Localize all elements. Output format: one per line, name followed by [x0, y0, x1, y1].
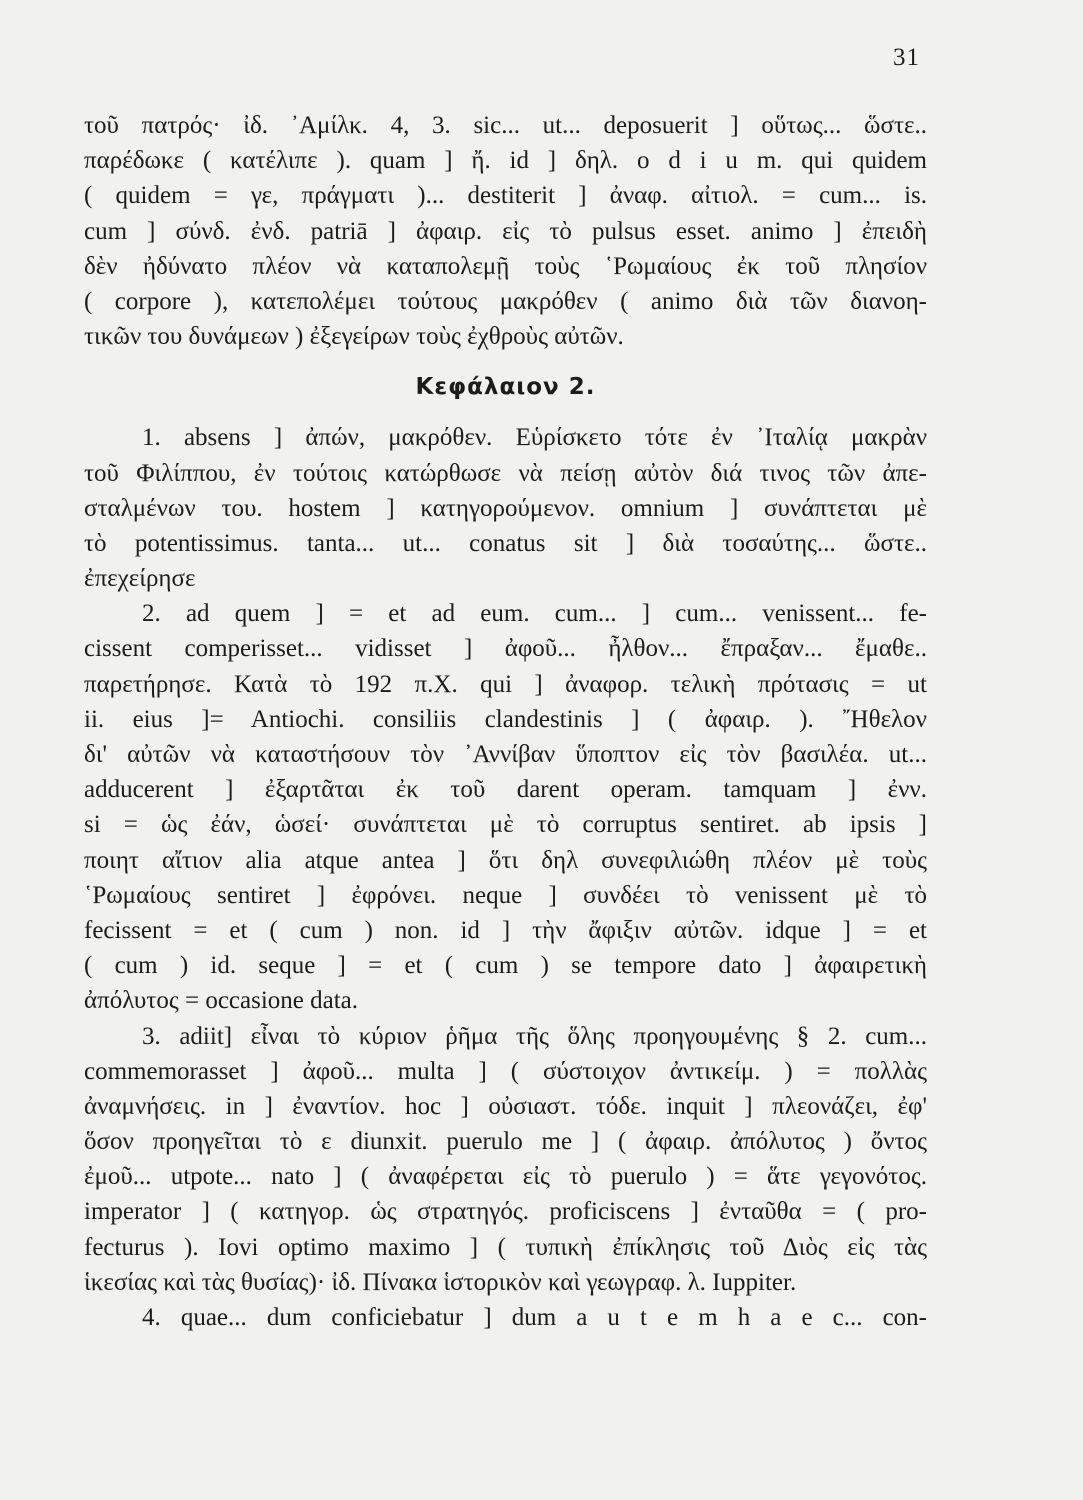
text-line: cum ] σύνδ. ἐνδ. patriā ] ἀφαιρ. εἰς τὸ pulsus esset. animo ] ἐπειδὴ — [84, 217, 927, 245]
text-line: 1. absens ] ἀπών, μακρόθεν. Εὑρίσκετο τότε ἐν ᾿Ιταλίᾳ μακρὰν — [142, 424, 927, 452]
text-line: 3. adiit] εἶναι τὸ κύριον ῥῆμα τῆς ὅλης προηγουμένης § 2. cum... — [142, 1022, 927, 1050]
text-line: ἐπεχείρησε — [84, 565, 196, 593]
text-line: ἐμοῦ... utpote... nato ] ( ἀναφέρεται εἰς τὸ puerulo ) = ἅτε γεγονότος. — [84, 1163, 927, 1191]
text-line: δὲν ἠδύνατο πλέον νὰ καταπολεμῇ τοὺς ῾Ρωμαίους ἐκ τοῦ πλησίον — [84, 252, 927, 280]
text-line: τοῦ Φιλίππου, ἐν τούτοις κατώρθωσε νὰ πείσῃ αὐτὸν διά τινος τῶν ἀπε- — [84, 459, 927, 487]
text-line: παρετήρησε. Κατὰ τὸ 192 π.Χ. qui ] ἀναφορ. τελικὴ πρότασις = ut — [84, 670, 927, 698]
text-line: ἀπόλυτος = occasione data. — [84, 987, 359, 1015]
text-line: ῾Ρωμαίους sentiret ] ἐφρόνει. neque ] συνδέει τὸ venissent μὲ τὸ — [84, 881, 927, 909]
text-line: σταλμένων του. hostem ] κατηγορούμενον. omnium ] συνάπτεται μὲ — [84, 494, 927, 522]
text-line: adducerent ] ἐξαρτᾶται ἐκ τοῦ darent operam. tamquam ] ἐνν. — [84, 776, 927, 804]
text-line: ii. eius ]= Antiochi. consiliis clandestinis ] ( ἀφαιρ. ). ῎Ηθελον — [84, 705, 927, 733]
text-line: τικῶν του δυνάμεων ) ἐξεγείρων τοὺς ἐχθροὺς αὐτῶν. — [84, 323, 624, 351]
text-line: παρέδωκε ( κατέλιπε ). quam ] ἤ. id ] δηλ. o d i u m. qui quidem — [84, 147, 927, 175]
text-line: τοῦ πατρός· ἰδ. ᾿Αμίλκ. 4, 3. sic... ut... deposuerit ] οὕτως... ὥστε.. — [84, 112, 927, 139]
text-line: ( cum ) id. seque ] = et ( cum ) se tempore dato ] ἀφαιρετικὴ — [84, 952, 927, 980]
text-line: 2. ad quem ] = et ad eum. cum... ] cum... venissent... fe- — [142, 600, 927, 628]
text-line: ὅσον προηγεῖται τὸ ε diunxit. puerulo me ] ( ἀφαιρ. ἀπόλυτος ) ὄντος — [84, 1128, 927, 1156]
page-number: 31 — [893, 44, 920, 71]
text-line: τὸ potentissimus. tanta... ut... conatus sit ] διὰ τοσαύτης... ὥστε.. — [84, 529, 927, 557]
chapter-heading: Κεφάλαιον 2. — [415, 374, 596, 401]
text-line: si = ὡς ἐάν, ὡσεί· συνάπτεται μὲ τὸ corruptus sentiret. ab ipsis ] — [84, 811, 927, 839]
text-line: cissent comperisset... vidisset ] ἀφοῦ... ἦλθον... ἔπραξαν... ἔμαθε.. — [84, 635, 927, 663]
text-line: commemorasset ] ἀφοῦ... multa ] ( σύστοιχον ἀντικείμ. ) = πολλὰς — [84, 1057, 927, 1085]
page-body — [84, 108, 927, 1335]
text-line: ἀναμνήσεις. in ] ἐναντίον. hoc ] οὐσιαστ. τόδε. inquit ] πλεονάζει, ἐφ' — [84, 1092, 927, 1120]
text-line: δι' αὐτῶν νὰ καταστήσουν τὸν ᾿Αννίβαν ὕποπτον εἰς τὸν βασιλέα. ut... — [84, 741, 927, 768]
text-line: fecissent = et ( cum ) non. id ] τὴν ἄφιξιν αὐτῶν. idque ] = et — [84, 916, 927, 944]
text-line: 4. quae... dum conficiebatur ] dum a u t e m h a e c... con- — [142, 1304, 927, 1331]
text-line: ποιητ αἴτιον alia atque antea ] ὅτι δηλ συνεφιλιώθη πλέον μὲ τοὺς — [84, 846, 927, 874]
text-line: fecturus ). Iovi optimo maximo ] ( τυπικὴ ἐπίκλησις τοῦ Διὸς εἰς τὰς — [84, 1233, 927, 1261]
text-line: ἱκεσίας καὶ τὰς θυσίας)· ἰδ. Πίνακα ἱστορικὸν καὶ γεωγραφ. λ. Iuppiter. — [84, 1268, 797, 1296]
text-line: imperator ] ( κατηγορ. ὡς στρατηγός. proficiscens ] ἐνταῦθα = ( pro- — [84, 1198, 927, 1226]
text-line: ( corpore ), κατεπολέμει τούτους μακρόθεν ( animo διὰ τῶν διανοη- — [84, 287, 927, 315]
text-line: ( quidem = γε, πράγματι )... destiterit ] ἀναφ. αἰτιολ. = cum... is. — [84, 182, 927, 210]
